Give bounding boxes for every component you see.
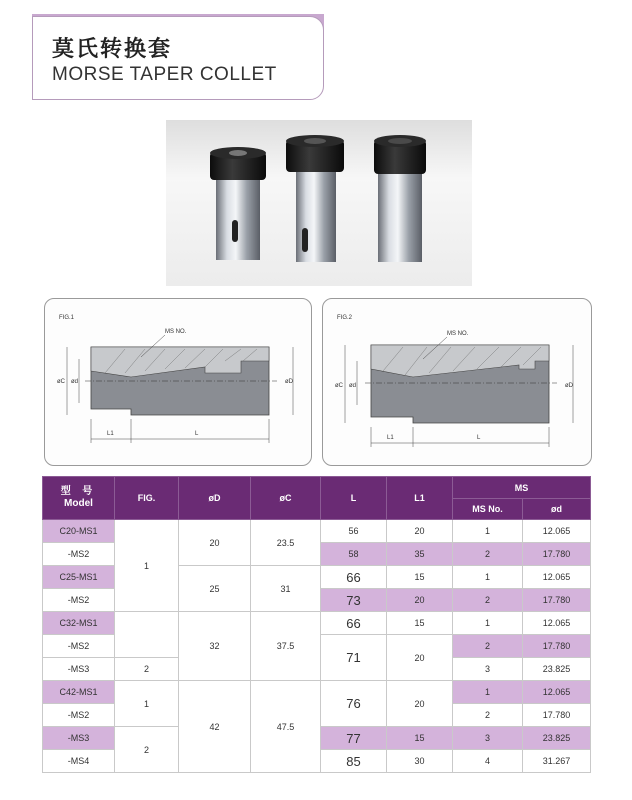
collet-3-body — [378, 170, 422, 262]
col-L1: L1 — [387, 477, 453, 520]
cell-ms-no: 3 — [453, 658, 523, 681]
fig2-dim-L: L — [477, 435, 481, 441]
figure-2-panel — [322, 298, 592, 466]
fig1-ms-label: MS NO. — [165, 329, 187, 335]
cell-L: 73 — [321, 589, 387, 612]
cell-L1: 15 — [387, 612, 453, 635]
col-d: ød — [523, 499, 591, 520]
cell-d: 17.780 — [523, 635, 591, 658]
cell-d: 12.065 — [523, 681, 591, 704]
cell-fig-empty — [115, 612, 179, 658]
table-row — [43, 520, 591, 543]
cell-model: -MS2 — [43, 704, 115, 727]
figure-1-label: FIG.1 — [59, 315, 75, 321]
cell-L1: 15 — [387, 727, 453, 750]
fig2-dim-D: øD — [565, 383, 573, 389]
fig1-dim-L: L — [195, 431, 199, 437]
fig2-dim-d: ød — [349, 383, 357, 389]
fig1-dim-d: ød — [71, 379, 79, 385]
figure-2-drawing — [323, 299, 593, 467]
cell-C: 23.5 — [251, 520, 321, 566]
cell-fig: 1 — [115, 681, 179, 727]
cell-ms-no: 2 — [453, 704, 523, 727]
cell-ms-no: 1 — [453, 566, 523, 589]
col-C: øC — [251, 477, 321, 520]
fig2-ms-label: MS NO. — [447, 331, 469, 337]
cell-d: 12.065 — [523, 612, 591, 635]
table-row — [43, 612, 591, 635]
cell-C: 37.5 — [251, 612, 321, 681]
col-L: L — [321, 477, 387, 520]
cell-L1: 15 — [387, 566, 453, 589]
cell-ms-no: 2 — [453, 543, 523, 566]
product-photo — [166, 120, 472, 286]
cell-L: 58 — [321, 543, 387, 566]
page-title-chinese: 莫氏转换套 — [52, 37, 173, 62]
cell-L: 71 — [321, 635, 387, 681]
figure-2-label: FIG.2 — [337, 315, 353, 321]
col-ms-group: MS — [453, 477, 591, 499]
cell-d: 31.267 — [523, 750, 591, 773]
cell-C: 31 — [251, 566, 321, 612]
cell-ms-no: 3 — [453, 727, 523, 750]
cell-ms-no: 1 — [453, 520, 523, 543]
cell-L: 66 — [321, 612, 387, 635]
cell-model: -MS2 — [43, 635, 115, 658]
table-row — [43, 681, 591, 704]
col-ms-no: MS No. — [453, 499, 523, 520]
col-model: 型 号 Model — [43, 477, 115, 520]
cell-D: 32 — [179, 612, 251, 681]
fig2-dim-L1: L1 — [387, 435, 394, 441]
cell-ms-no: 1 — [453, 681, 523, 704]
cell-D: 42 — [179, 681, 251, 773]
cell-model: -MS2 — [43, 589, 115, 612]
fig1-dim-L1: L1 — [107, 431, 114, 437]
cell-model: -MS2 — [43, 543, 115, 566]
cell-ms-no: 4 — [453, 750, 523, 773]
cell-fig: 2 — [115, 658, 179, 681]
cell-d: 17.780 — [523, 589, 591, 612]
cell-L1: 20 — [387, 520, 453, 543]
collet-1-body — [216, 176, 260, 260]
fig1-dim-D: øD — [285, 379, 293, 385]
cell-d: 17.780 — [523, 543, 591, 566]
cell-d: 17.780 — [523, 704, 591, 727]
cell-L1: 20 — [387, 635, 453, 681]
page-title-english: MORSE TAPER COLLET — [52, 64, 277, 85]
cell-L: 56 — [321, 520, 387, 543]
cell-D: 25 — [179, 566, 251, 612]
cell-model: C32-MS1 — [43, 612, 115, 635]
collets-image — [166, 120, 472, 286]
cell-L1: 30 — [387, 750, 453, 773]
fig1-dim-c: øC — [57, 379, 65, 385]
cell-fig: 1 — [115, 520, 179, 612]
cell-model: -MS4 — [43, 750, 115, 773]
figure-1-panel — [44, 298, 312, 466]
spec-table — [42, 476, 591, 773]
fig2-dim-c: øC — [335, 383, 343, 389]
cell-model: -MS3 — [43, 727, 115, 750]
cell-ms-no: 2 — [453, 635, 523, 658]
cell-L: 76 — [321, 681, 387, 727]
cell-fig: 2 — [115, 727, 179, 773]
cell-ms-no: 2 — [453, 589, 523, 612]
cell-L: 77 — [321, 727, 387, 750]
cell-L: 66 — [321, 566, 387, 589]
cell-D: 20 — [179, 520, 251, 566]
figure-1-drawing — [45, 299, 313, 467]
cell-L: 85 — [321, 750, 387, 773]
cell-d: 12.065 — [523, 566, 591, 589]
cell-d: 23.825 — [523, 658, 591, 681]
cell-model: C25-MS1 — [43, 566, 115, 589]
col-D: øD — [179, 477, 251, 520]
cell-model: -MS3 — [43, 658, 115, 681]
cell-d: 23.825 — [523, 727, 591, 750]
cell-C: 47.5 — [251, 681, 321, 773]
cell-L1: 20 — [387, 681, 453, 727]
cell-model: C42-MS1 — [43, 681, 115, 704]
cell-L1: 35 — [387, 543, 453, 566]
cell-ms-no: 1 — [453, 612, 523, 635]
col-fig: FIG. — [115, 477, 179, 520]
cell-model: C20-MS1 — [43, 520, 115, 543]
cell-L1: 20 — [387, 589, 453, 612]
cell-d: 12.065 — [523, 520, 591, 543]
